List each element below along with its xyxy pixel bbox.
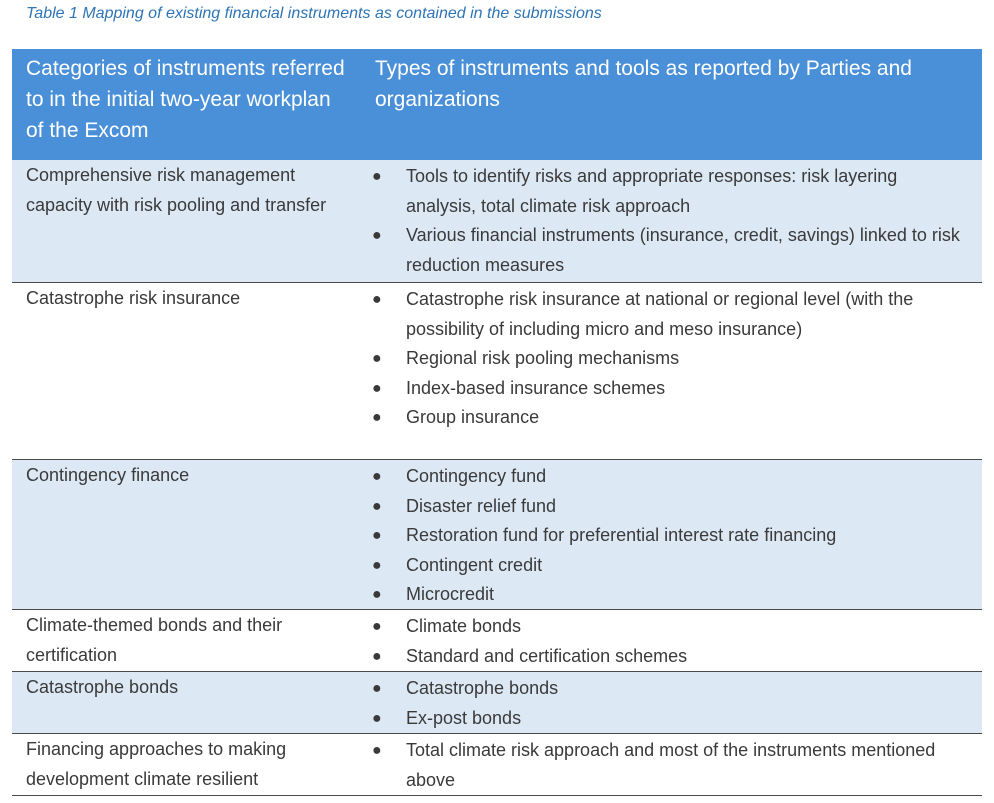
list-item: ● Disaster relief fund (362, 492, 962, 522)
list-item: ● Total climate risk approach and most of the instruments mentioned above (362, 736, 962, 795)
bullet-icon: ● (372, 647, 382, 665)
list-item: ● Microcredit (362, 580, 962, 610)
bullet-icon: ● (372, 586, 382, 603)
row-items (362, 283, 982, 459)
bullet-icon: ● (372, 409, 382, 426)
table-row (12, 734, 982, 796)
bullet-icon: ● (372, 291, 382, 308)
table-row (12, 460, 982, 610)
row-items (362, 610, 982, 671)
list-item: ● Standard and certification schemes (362, 642, 962, 672)
list-item: ● Regional risk pooling mechanisms (362, 344, 962, 374)
bullet-icon: ● (372, 497, 382, 515)
row-items (362, 160, 982, 282)
row-items (362, 734, 982, 795)
list-item: ● Group insurance (362, 403, 962, 433)
row-category: Contingency finance (26, 465, 190, 485)
bullet-icon: ● (372, 680, 382, 697)
table-caption: Table 1 Mapping of existing financial instruments as contained in the submissions (26, 5, 602, 22)
bullet-icon: ● (372, 527, 382, 544)
header-categories: Categories of instruments referred to in the initial two-year workplan of the Excom (26, 57, 345, 142)
list-item: ● Various financial instruments (insurance, credit, savings) linked to risk reduction measures (362, 221, 962, 280)
row-category: Comprehensive risk management capacity with risk pooling and transfer (26, 165, 327, 215)
bullet-icon: ● (372, 379, 382, 397)
bullet-icon: ● (372, 468, 382, 485)
list-item: ● Climate bonds (362, 612, 962, 642)
list-item: ● Tools to identify risks and appropriate responses: risk layering analysis, total climate risk approach (362, 162, 962, 221)
table-row (12, 283, 982, 460)
bullet-icon: ● (372, 350, 382, 367)
row-items (362, 460, 982, 609)
list-item: ● Catastrophe bonds (362, 674, 962, 704)
list-item: ● Contingent credit (362, 551, 962, 581)
table-row (12, 160, 982, 283)
row-category: Financing approaches to making development climate resilient (26, 739, 287, 789)
row-category: Climate-themed bonds and their certification (26, 615, 283, 665)
list-item: ● Contingency fund (362, 462, 962, 492)
bullet-icon: ● (372, 168, 382, 185)
row-items (362, 672, 982, 733)
bullet-icon: ● (372, 709, 382, 727)
header-types: Types of instruments and tools as reported by Parties and organizations (375, 57, 912, 111)
table-row (12, 610, 982, 672)
row-category: Catastrophe risk insurance (26, 288, 241, 308)
instruments-table (12, 49, 982, 796)
list-item: ● Restoration fund for preferential interest rate financing (362, 521, 962, 551)
table-row (12, 672, 982, 734)
list-item: ● Ex-post bonds (362, 704, 962, 734)
bullet-icon: ● (372, 556, 382, 574)
list-item: ● Catastrophe risk insurance at national or regional level (with the possibility of including micro and meso insurance) (362, 285, 962, 344)
bullet-icon: ● (372, 742, 382, 759)
row-category: Catastrophe bonds (26, 677, 179, 697)
bullet-icon: ● (372, 618, 382, 635)
bullet-icon: ● (372, 227, 382, 244)
list-item: ● Index-based insurance schemes (362, 374, 962, 404)
table-header (12, 49, 982, 160)
